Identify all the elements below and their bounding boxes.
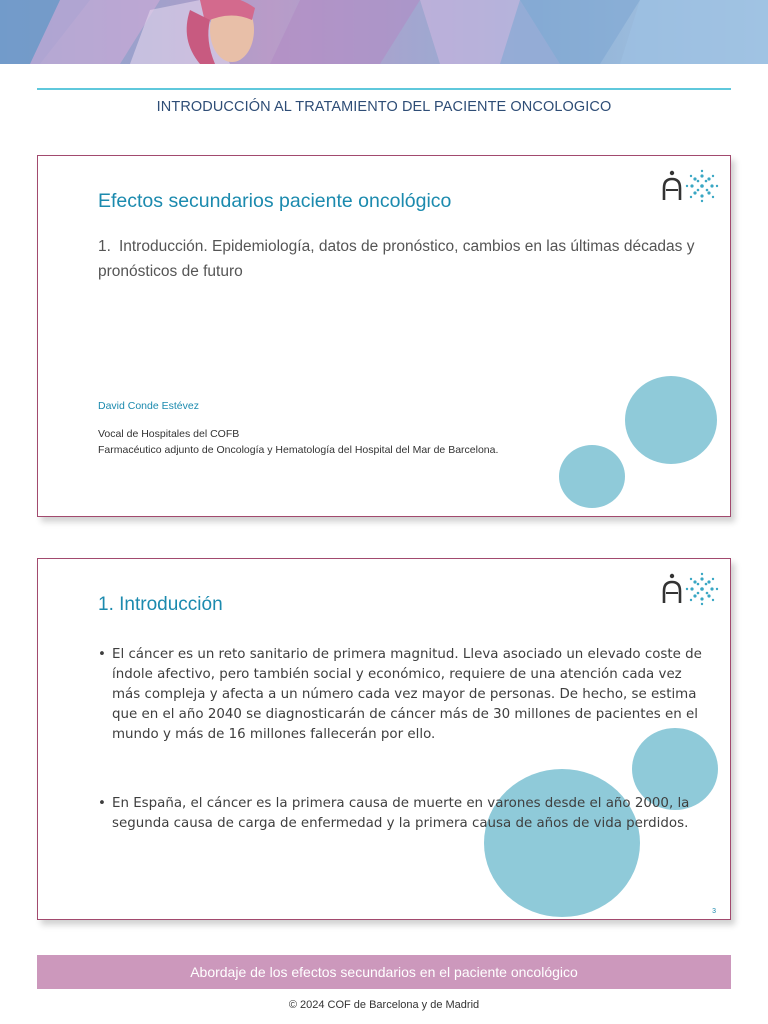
subtitle-number: 1.	[98, 238, 111, 255]
slide-subtitle	[98, 234, 698, 284]
bullet-dot-icon: •	[98, 647, 106, 662]
decorative-circle	[559, 445, 625, 508]
author-roles	[98, 426, 498, 458]
author-role: Farmacéutico adjunto de Oncología y Hematología del Hospital del Mar de Barcelona.	[98, 444, 499, 456]
header-banner-image	[0, 0, 768, 64]
bullet-text: El cáncer es un reto sanitario de primera magnitud. Lleva asociado un elevado coste de índole afectivo, pero también social y económico, requiere de una atención cada vez más compleja y afecta a un número cada vez mayor de personas. De hecho, se estima que en el año 2040 se diagnosticarán de cáncer más de 30 millones de pacientes en el mundo y más de 16 millones fallecerán por ello.	[112, 647, 702, 742]
author-name: David Conde Estévez	[98, 400, 199, 412]
decorative-circle	[625, 376, 717, 464]
slide-title: 1. Introducción	[98, 594, 223, 615]
subtitle-text: Introducción. Epidemiología, datos de pronóstico, cambios en las últimas décadas y pronósticos de futuro	[98, 238, 695, 280]
cof-logo-icon	[658, 571, 720, 607]
bullet-item	[98, 645, 713, 745]
cof-logo-icon	[658, 168, 720, 204]
slide-title-card	[37, 155, 731, 517]
copyright: © 2024 COF de Barcelona y de Madrid	[288, 999, 480, 1011]
bullet-text: En España, el cáncer es la primera causa de muerte en varones desde el año 2000, la segunda causa de carga de enfermedad y la primera causa de años de vida perdidos.	[112, 796, 690, 831]
slide-title: Efectos secundarios paciente oncológico	[98, 190, 452, 212]
footer-banner-text: Abordaje de los efectos secundarios en el paciente oncológico	[190, 964, 578, 980]
footer-banner	[37, 955, 731, 989]
top-rule	[37, 88, 731, 90]
slide-introduction	[37, 558, 731, 920]
bullet-item	[98, 794, 713, 834]
bullet-dot-icon: •	[98, 796, 106, 811]
slide-page-number: 3	[712, 908, 716, 915]
decorative-circle	[484, 769, 640, 917]
author-role: Vocal de Hospitales del COFB	[98, 428, 240, 440]
document-title: INTRODUCCIÓN AL TRATAMIENTO DEL PACIENTE ONCOLOGICO	[156, 99, 612, 115]
